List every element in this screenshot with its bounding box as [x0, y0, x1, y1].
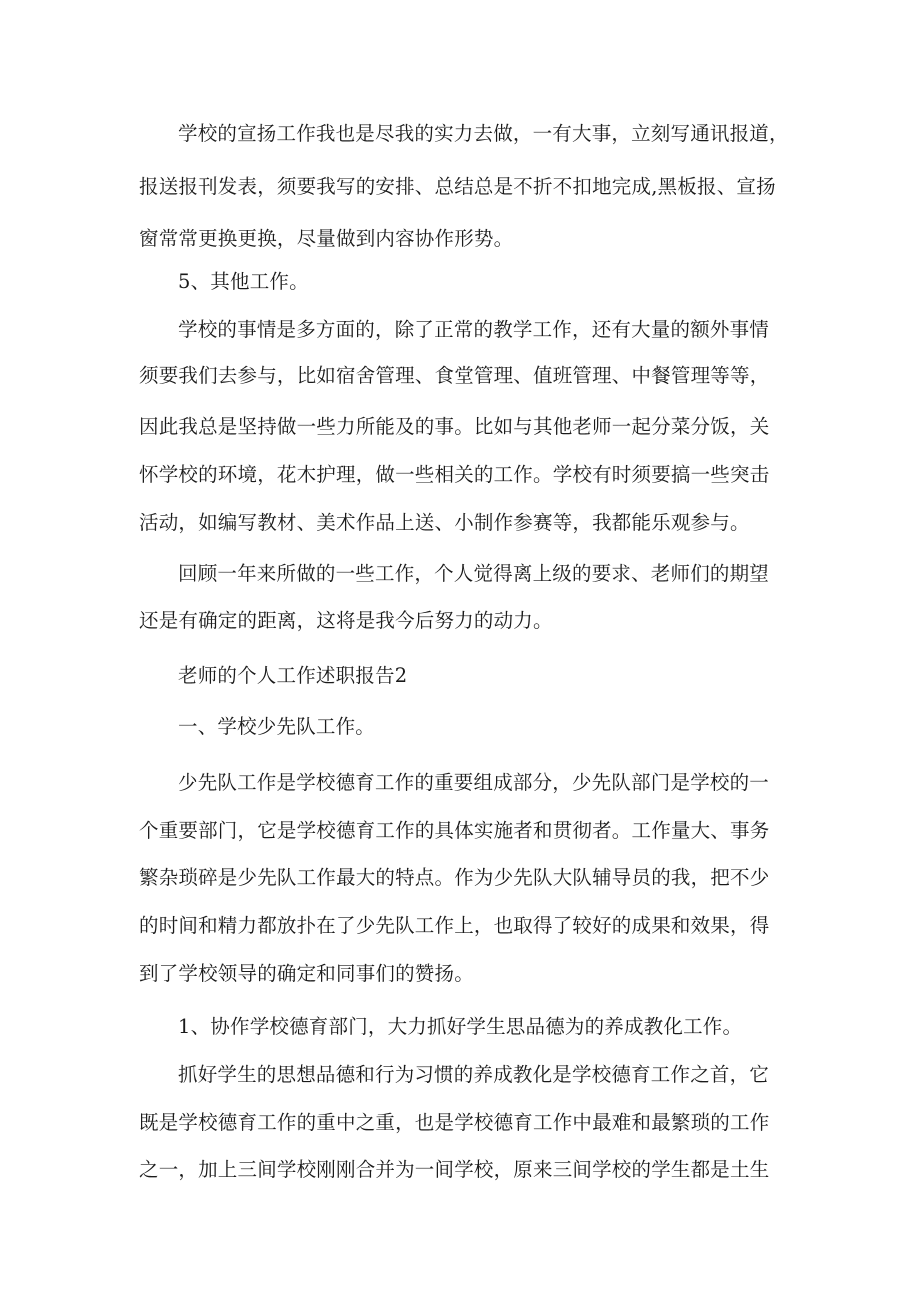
- paragraph-line: 学校的事情是多方面的，除了正常的教学工作，还有大量的额外事情: [178, 318, 770, 341]
- paragraph-line: 既是学校德育工作的重中之重，也是学校德育工作中最难和最繁琐的工作: [139, 1111, 770, 1134]
- paragraph-line: 活动，如编写教材、美术作品上送、小制作参赛等，我都能乐观参与。: [139, 511, 750, 534]
- paragraph-line: 还是有确定的距离，这将是我今后努力的动力。: [139, 609, 553, 632]
- paragraph-line: 回顾一年来所做的一些工作，个人觉得离上级的要求、老师们的期望: [178, 562, 770, 585]
- paragraph-line: 学校的宣扬工作我也是尽我的实力去做，一有大事，立刻写通讯报道，: [178, 122, 789, 145]
- paragraph-line: 报送报刊发表，须要我写的安排、总结总是不折不扣地完成,黑板报、宣扬: [139, 175, 776, 198]
- report-title: 老师的个人工作述职报告2: [178, 664, 408, 687]
- paragraph-line: 的时间和精力都放扑在了少先队工作上，也取得了较好的成果和效果，得: [139, 914, 770, 937]
- paragraph-line: 到了学校领导的确定和同事们的赞扬。: [139, 962, 474, 985]
- paragraph-line: 抓好学生的思想品德和行为习惯的养成教化是学校德育工作之首，它: [178, 1063, 770, 1086]
- paragraph-line: 因此我总是坚持做一些力所能及的事。比如与其他老师一起分菜分饭，关: [139, 415, 770, 438]
- paragraph-line: 繁杂琐碎是少先队工作最大的特点。作为少先队大队辅导员的我，把不少: [139, 866, 770, 889]
- paragraph-line: 窗常常更换更换，尽量做到内容协作形势。: [139, 227, 514, 250]
- section-heading: 1、协作学校德育部门，大力抓好学生思品德为的养成教化工作。: [178, 1015, 743, 1038]
- paragraph-line: 须要我们去参与，比如宿舍管理、食堂管理、值班管理、中餐管理等等，: [139, 364, 770, 387]
- section-heading: 一、学校少先队工作。: [178, 715, 376, 738]
- paragraph-line: 怀学校的环境，花木护理，做一些相关的工作。学校有时须要搞一些突击: [139, 463, 770, 486]
- paragraph-line: 个重要部门，它是学校德育工作的具体实施者和贯彻者。工作量大、事务: [139, 819, 770, 842]
- paragraph-line: 之一，加上三间学校刚刚合并为一间学校，原来三间学校的学生都是土生: [139, 1158, 770, 1181]
- section-heading: 5、其他工作。: [178, 270, 309, 293]
- paragraph-line: 少先队工作是学校德育工作的重要组成部分，少先队部门是学校的一: [178, 771, 770, 794]
